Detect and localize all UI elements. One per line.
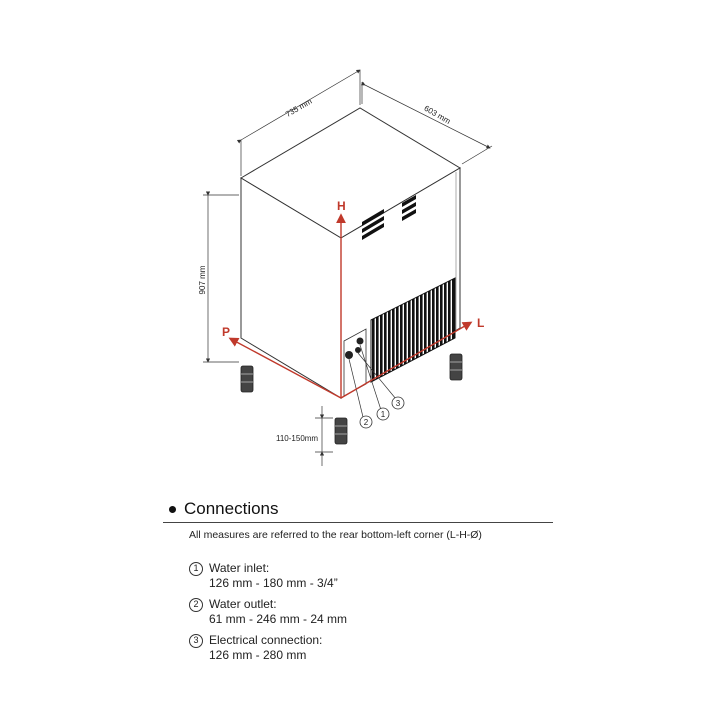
foot-front — [335, 418, 347, 444]
foot-right — [450, 354, 462, 380]
water-inlet-port — [357, 338, 364, 345]
water-outlet-port — [345, 351, 353, 359]
connection-label: Electrical connection: — [209, 633, 323, 647]
svg-text:3: 3 — [395, 399, 401, 408]
svg-text:2: 2 — [363, 418, 369, 427]
circled-number-1: 1 — [189, 562, 203, 576]
connection-values: 126 mm - 280 mm — [209, 648, 307, 662]
callouts — [360, 397, 404, 428]
circled-number-2: 2 — [189, 598, 203, 612]
callout-3 — [392, 397, 404, 409]
bullet-icon — [169, 506, 176, 513]
dim-width-label: 735 mm — [283, 96, 314, 119]
connection-label: Water inlet: — [209, 561, 270, 575]
electrical-port — [355, 347, 361, 353]
axis-l-label: L — [477, 316, 485, 330]
callout-1 — [377, 408, 389, 420]
dim-depth-label: 603 mm — [422, 103, 453, 126]
connection-label: Water outlet: — [209, 597, 277, 611]
connection-electrical — [189, 633, 553, 663]
callout-2 — [360, 416, 372, 428]
connections-section — [163, 496, 553, 669]
foot-left — [241, 366, 253, 392]
dim-feet-label: 110-150mm — [276, 434, 319, 443]
connections-title: Connections — [184, 499, 279, 518]
dim-height — [203, 195, 239, 362]
connection-values: 61 mm - 246 mm - 24 mm — [209, 612, 348, 626]
svg-text:1: 1 — [380, 410, 386, 419]
connections-list — [189, 561, 553, 663]
connections-note: All measures are referred to the rear bottom-left corner (L-H-Ø) — [189, 529, 482, 541]
connections-header — [163, 496, 553, 523]
axis-p-label: P — [222, 325, 231, 339]
circled-number-3: 3 — [189, 634, 203, 648]
dim-height-label: 907 mm — [198, 265, 207, 295]
axis-h-label: H — [337, 199, 346, 213]
connection-water-outlet — [189, 597, 553, 627]
connection-values: 126 mm - 180 mm - 3/4” — [209, 576, 338, 590]
connection-water-inlet — [189, 561, 553, 591]
